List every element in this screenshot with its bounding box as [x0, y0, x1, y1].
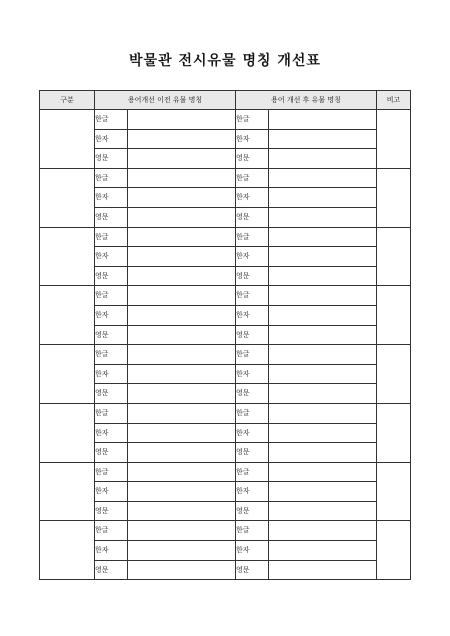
after-row-label: 영문	[236, 325, 269, 345]
after-row-label: 한자	[236, 364, 269, 384]
after-row-label: 한글	[236, 521, 269, 541]
before-name-field[interactable]	[128, 149, 236, 169]
header-after-name: 용어 개선 후 유물 명칭	[236, 91, 377, 110]
table-row	[40, 501, 411, 521]
before-row-label: 영문	[95, 149, 128, 169]
category-cell[interactable]	[40, 286, 95, 345]
after-row-label: 영문	[236, 443, 269, 463]
after-name-field[interactable]	[269, 482, 377, 502]
before-name-field[interactable]	[128, 188, 236, 208]
after-name-field[interactable]	[269, 129, 377, 149]
after-row-label: 한글	[236, 345, 269, 365]
before-name-field[interactable]	[128, 286, 236, 306]
table-row	[40, 188, 411, 208]
header-note: 비고	[377, 91, 411, 110]
after-row-label: 한자	[236, 482, 269, 502]
table-row	[40, 266, 411, 286]
before-name-field[interactable]	[128, 207, 236, 227]
before-name-field[interactable]	[128, 305, 236, 325]
before-name-field[interactable]	[128, 521, 236, 541]
table-row	[40, 384, 411, 404]
before-name-field[interactable]	[128, 560, 236, 580]
before-row-label: 한자	[95, 482, 128, 502]
table-row	[40, 443, 411, 463]
page-title: 박물관 전시유물 명칭 개선표	[129, 53, 321, 69]
after-name-field[interactable]	[269, 168, 377, 188]
before-row-label: 한글	[95, 521, 128, 541]
after-row-label: 한글	[236, 462, 269, 482]
table-row	[40, 423, 411, 443]
after-row-label: 영문	[236, 149, 269, 169]
table-row	[40, 149, 411, 169]
table-row	[40, 560, 411, 580]
after-row-label: 한자	[236, 129, 269, 149]
before-name-field[interactable]	[128, 501, 236, 521]
before-row-label: 한글	[95, 110, 128, 130]
table-row	[40, 305, 411, 325]
before-name-field[interactable]	[128, 462, 236, 482]
before-row-label: 영문	[95, 501, 128, 521]
after-name-field[interactable]	[269, 384, 377, 404]
before-row-label: 한글	[95, 403, 128, 423]
before-row-label: 한자	[95, 541, 128, 561]
before-row-label: 한자	[95, 188, 128, 208]
before-row-label: 한자	[95, 423, 128, 443]
note-cell[interactable]	[377, 345, 411, 404]
after-name-field[interactable]	[269, 188, 377, 208]
after-name-field[interactable]	[269, 403, 377, 423]
after-row-label: 한자	[236, 423, 269, 443]
before-row-label: 영문	[95, 325, 128, 345]
table-row	[40, 227, 411, 247]
before-name-field[interactable]	[128, 384, 236, 404]
before-name-field[interactable]	[128, 325, 236, 345]
category-cell[interactable]	[40, 110, 95, 169]
before-row-label: 한자	[95, 129, 128, 149]
after-row-label: 영문	[236, 560, 269, 580]
table-row	[40, 286, 411, 306]
table-row	[40, 129, 411, 149]
category-cell[interactable]	[40, 462, 95, 521]
after-name-field[interactable]	[269, 345, 377, 365]
header-before-name: 용어개선 이전 유물 명칭	[95, 91, 236, 110]
after-name-field[interactable]	[269, 541, 377, 561]
before-row-label: 한자	[95, 364, 128, 384]
note-cell[interactable]	[377, 286, 411, 345]
table-row	[40, 541, 411, 561]
note-cell[interactable]	[377, 227, 411, 286]
after-name-field[interactable]	[269, 364, 377, 384]
after-row-label: 한자	[236, 188, 269, 208]
before-name-field[interactable]	[128, 227, 236, 247]
after-name-field[interactable]	[269, 423, 377, 443]
after-row-label: 한자	[236, 305, 269, 325]
category-cell[interactable]	[40, 521, 95, 580]
header-category: 구분	[40, 91, 95, 110]
table-row	[40, 325, 411, 345]
after-row-label: 영문	[236, 501, 269, 521]
category-cell[interactable]	[40, 227, 95, 286]
before-name-field[interactable]	[128, 129, 236, 149]
after-name-field[interactable]	[269, 325, 377, 345]
note-cell[interactable]	[377, 110, 411, 169]
name-improvement-table	[39, 90, 411, 580]
after-row-label: 한자	[236, 247, 269, 267]
table-row	[40, 521, 411, 541]
before-row-label: 한자	[95, 305, 128, 325]
note-cell[interactable]	[377, 462, 411, 521]
before-name-field[interactable]	[128, 364, 236, 384]
after-name-field[interactable]	[269, 462, 377, 482]
table-row	[40, 462, 411, 482]
table-row	[40, 482, 411, 502]
table-row	[40, 364, 411, 384]
after-row-label: 한글	[236, 168, 269, 188]
before-row-label: 영문	[95, 207, 128, 227]
category-cell[interactable]	[40, 403, 95, 462]
before-row-label: 한글	[95, 345, 128, 365]
after-row-label: 영문	[236, 266, 269, 286]
after-name-field[interactable]	[269, 560, 377, 580]
before-name-field[interactable]	[128, 423, 236, 443]
after-row-label: 영문	[236, 384, 269, 404]
before-row-label: 영문	[95, 560, 128, 580]
after-name-field[interactable]	[269, 501, 377, 521]
after-name-field[interactable]	[269, 521, 377, 541]
after-row-label: 영문	[236, 207, 269, 227]
after-name-field[interactable]	[269, 305, 377, 325]
category-cell[interactable]	[40, 168, 95, 227]
table-header-row	[40, 91, 411, 110]
table-row	[40, 403, 411, 423]
after-name-field[interactable]	[269, 207, 377, 227]
table-body	[40, 110, 411, 580]
before-row-label: 한글	[95, 286, 128, 306]
before-name-field[interactable]	[128, 541, 236, 561]
after-row-label: 한자	[236, 541, 269, 561]
after-row-label: 한글	[236, 227, 269, 247]
after-name-field[interactable]	[269, 227, 377, 247]
before-name-field[interactable]	[128, 345, 236, 365]
before-row-label: 한글	[95, 462, 128, 482]
table-row	[40, 345, 411, 365]
table-row	[40, 110, 411, 130]
before-row-label: 영문	[95, 443, 128, 463]
after-row-label: 한글	[236, 110, 269, 130]
table-row	[40, 168, 411, 188]
before-name-field[interactable]	[128, 443, 236, 463]
before-row-label: 한글	[95, 227, 128, 247]
after-row-label: 한글	[236, 403, 269, 423]
after-name-field[interactable]	[269, 266, 377, 286]
note-cell[interactable]	[377, 521, 411, 580]
before-name-field[interactable]	[128, 168, 236, 188]
before-name-field[interactable]	[128, 266, 236, 286]
before-name-field[interactable]	[128, 403, 236, 423]
after-name-field[interactable]	[269, 443, 377, 463]
before-row-label: 한자	[95, 247, 128, 267]
before-name-field[interactable]	[128, 482, 236, 502]
before-name-field[interactable]	[128, 247, 236, 267]
after-name-field[interactable]	[269, 247, 377, 267]
after-name-field[interactable]	[269, 149, 377, 169]
after-name-field[interactable]	[269, 110, 377, 130]
note-cell[interactable]	[377, 168, 411, 227]
after-name-field[interactable]	[269, 286, 377, 306]
note-cell[interactable]	[377, 403, 411, 462]
table-row	[40, 247, 411, 267]
after-row-label: 한글	[236, 286, 269, 306]
table-row	[40, 207, 411, 227]
before-name-field[interactable]	[128, 110, 236, 130]
before-row-label: 영문	[95, 384, 128, 404]
category-cell[interactable]	[40, 345, 95, 404]
before-row-label: 한글	[95, 168, 128, 188]
before-row-label: 영문	[95, 266, 128, 286]
